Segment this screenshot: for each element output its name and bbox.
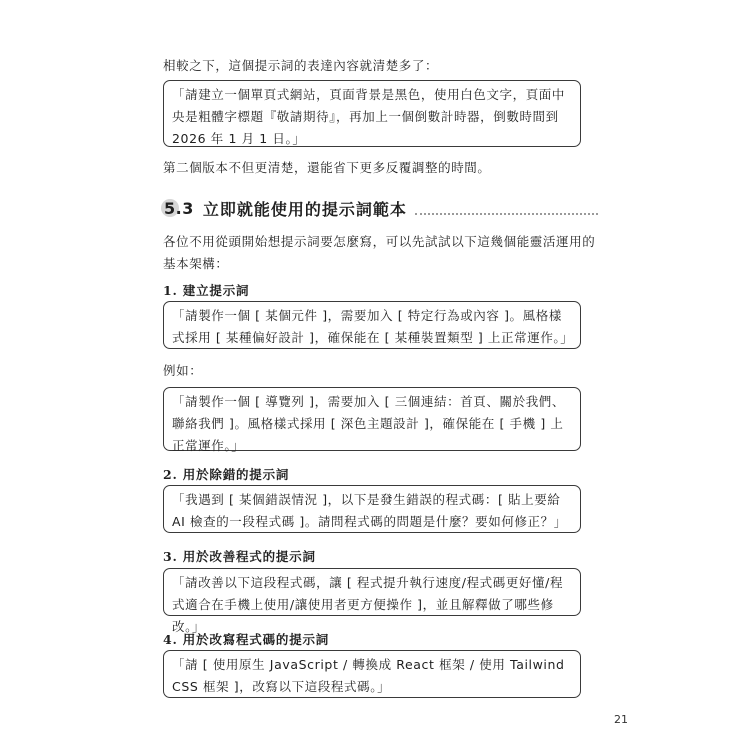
example-prompt-box: 「請建立一個單頁式網站，頁面背景是黑色，使用白色文字，頁面中央是粗體字標題『敬請期待』，再加上一個倒數計時器，倒數時間到 2026 年 1 月 1 日。」 [163, 80, 581, 147]
intro-text: 相較之下，這個提示詞的表達內容就清楚多了： [163, 58, 439, 73]
template-4-prompt-box: 「請 [ 使用原生 JavaScript / 轉換成 React 框架 / 使用 Tailwind CSS 框架 ]，改寫以下這段程式碼。」 [163, 650, 581, 698]
section-intro: 各位不用從頭開始想提示詞要怎麼寫，可以先試試以下這幾個能靈活運用的基本架構： [163, 234, 596, 271]
template-3-heading: 3. 用於改善程式的提示詞 [163, 549, 316, 564]
template-2-prompt-box: 「我遇到 [ 某個錯誤情況 ]，以下是發生錯誤的程式碼：[ 貼上要給 AI 檢查的一段程式碼 ]。請問程式碼的問題是什麼？要如何修正？」 [163, 485, 581, 533]
section-title: 立即就能使用的提示詞範本 [202, 199, 407, 219]
template-4-heading: 4. 用於改寫程式碼的提示詞 [163, 632, 330, 647]
template-1-heading: 1. 建立提示詞 [163, 283, 250, 298]
page-number: 21 [614, 713, 628, 726]
section-number: 5.3 [164, 198, 194, 218]
after-text: 第二個版本不但更清楚，還能省下更多反覆調整的時間。 [163, 160, 491, 175]
template-3-prompt-box: 「請改善以下這段程式碼，讓 [ 程式提升執行速度/程式碼更好懂/程式適合在手機上使用/讓使用者更方便操作 ]，並且解釋做了哪些修改。」 [163, 568, 581, 616]
template-2-heading: 2. 用於除錯的提示詞 [163, 467, 290, 482]
section-heading [158, 196, 598, 220]
section-dotted-leader [415, 201, 598, 215]
example-label: 例如： [163, 363, 203, 378]
template-1-example-box: 「請製作一個 [ 導覽列 ]，需要加入 [ 三個連結：首頁、關於我們、聯絡我們 ]。風格樣式採用 [ 深色主題設計 ]，確保能在 [ 手機 ] 上正常運作。」 [163, 387, 581, 451]
template-1-prompt-box: 「請製作一個 [ 某個元件 ]，需要加入 [ 特定行為或內容 ]。風格樣式採用 [ 某種偏好設計 ]，確保能在 [ 某種裝置類型 ] 上正常運作。」 [163, 301, 581, 349]
